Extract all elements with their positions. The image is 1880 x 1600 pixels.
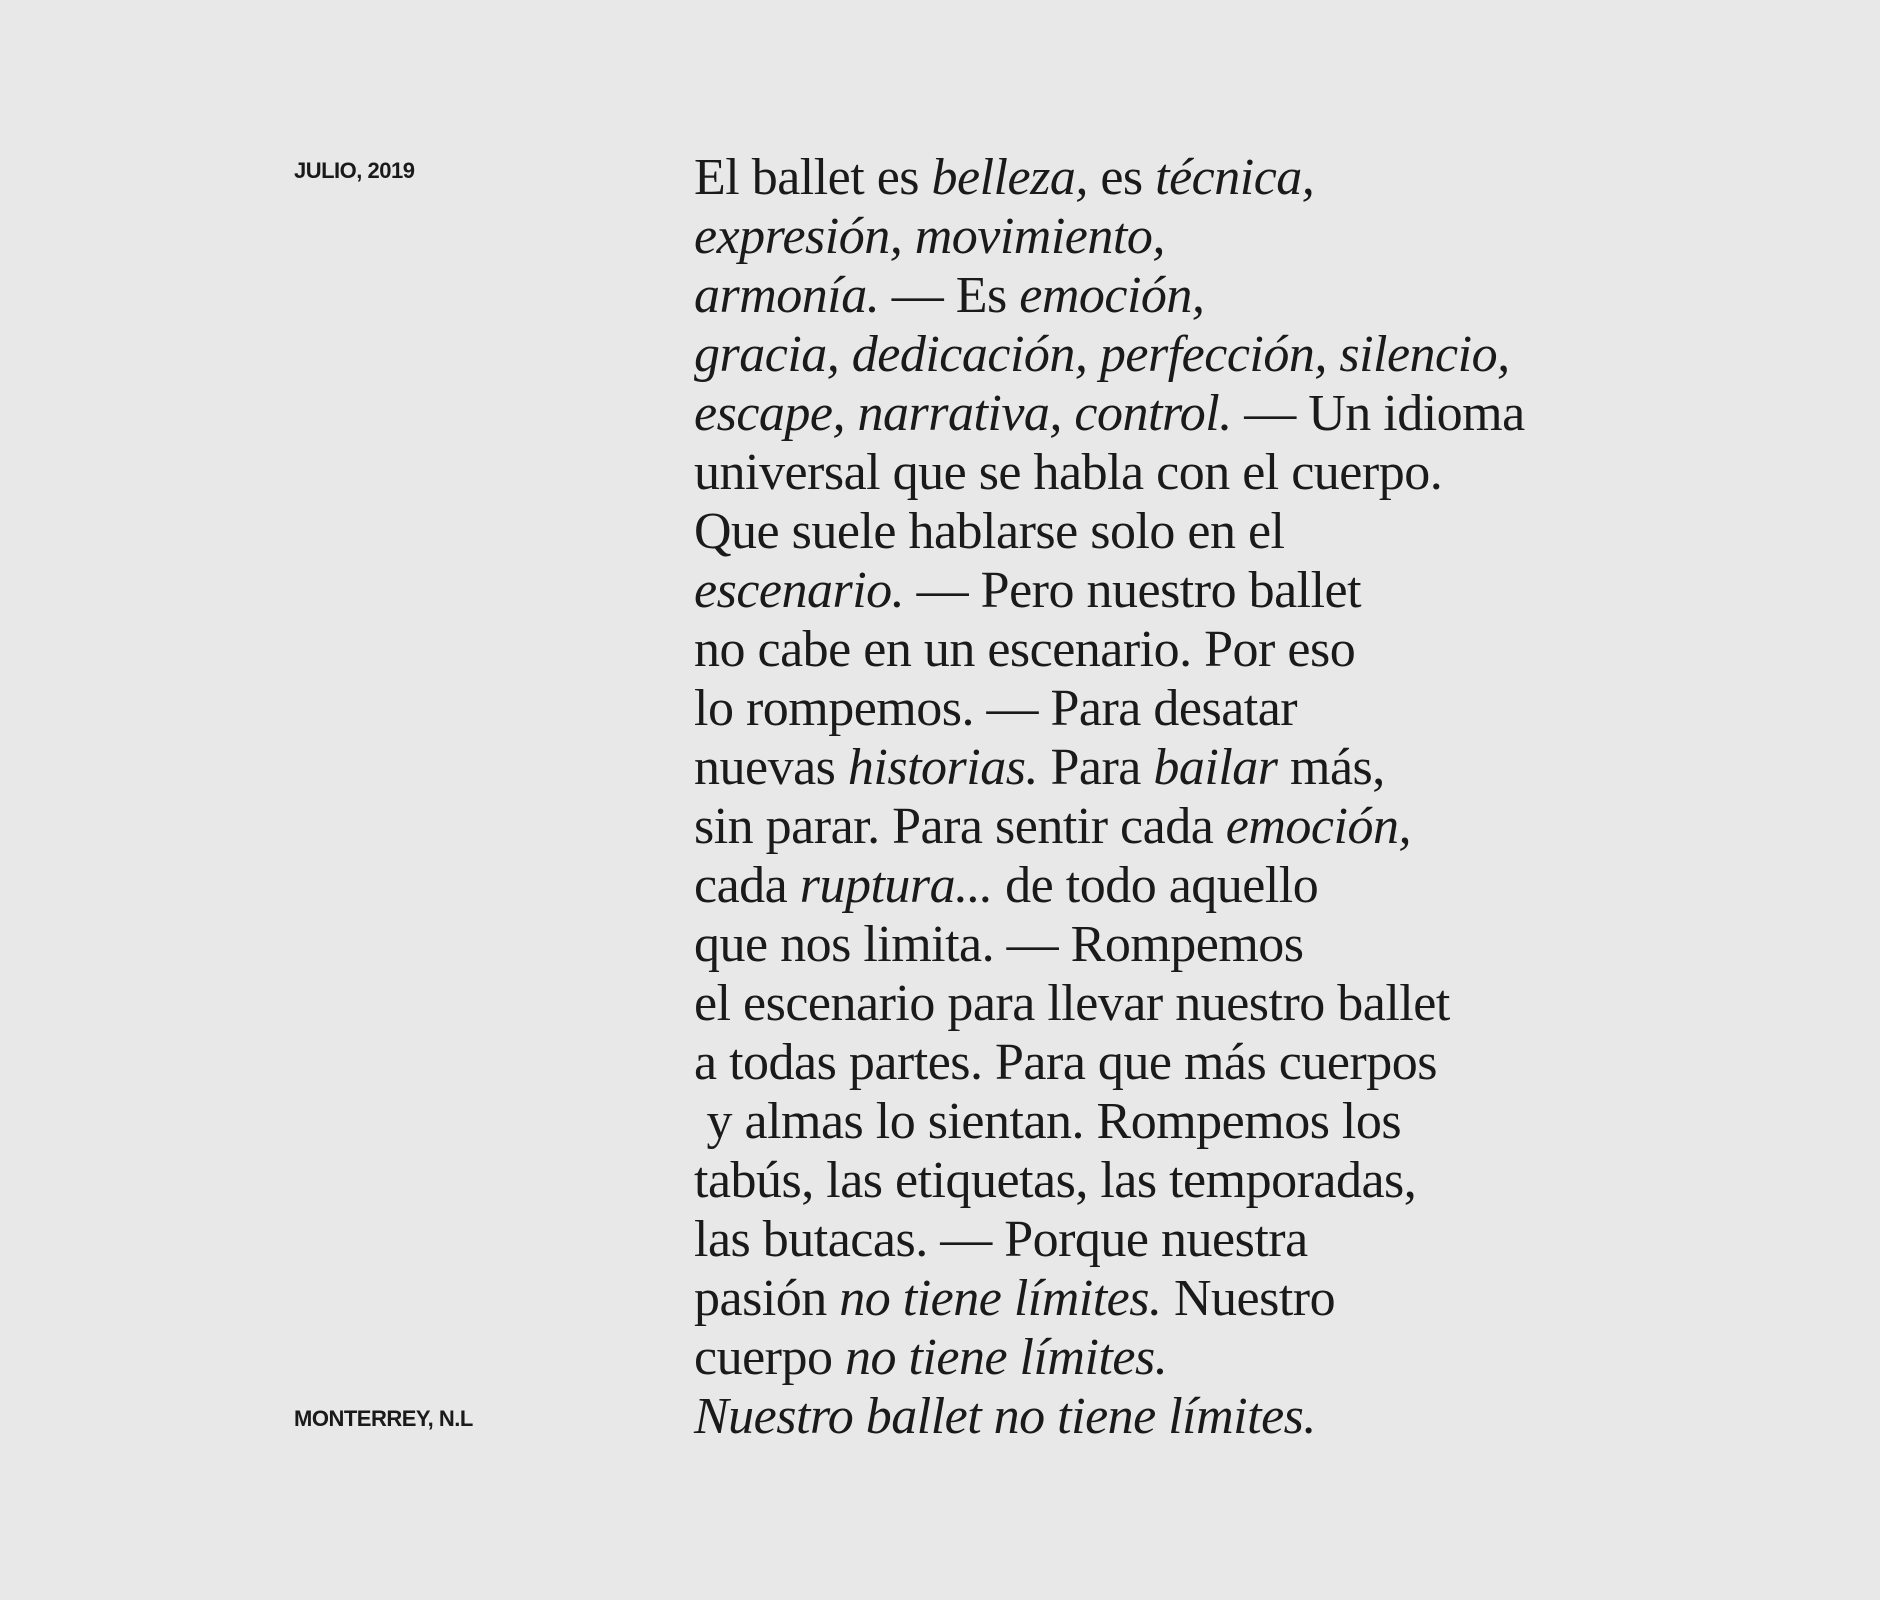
text-segment: — Es <box>879 267 1020 324</box>
text-segment: es <box>1087 149 1156 206</box>
location-label: MONTERREY, N.L <box>294 1406 473 1431</box>
text-segment: no cabe en un escenario. Por eso <box>694 621 1356 678</box>
italic-segment: historias. <box>847 739 1038 796</box>
text-segment: más, <box>1277 739 1385 796</box>
poem-line <box>694 1328 1694 1387</box>
text-segment: — Un idioma <box>1231 385 1525 442</box>
text-segment: — Pero nuestro ballet <box>904 562 1362 619</box>
text-segment: lo rompemos. — Para desatar <box>694 680 1298 737</box>
text-segment: Nuestro <box>1161 1270 1336 1327</box>
poem-line <box>694 974 1694 1033</box>
poem-line <box>694 1387 1694 1446</box>
poem-line <box>694 797 1694 856</box>
text-segment: de todo aquello <box>992 857 1319 914</box>
poem-line <box>694 856 1694 915</box>
italic-segment: Nuestro ballet no tiene límites. <box>694 1388 1316 1445</box>
poem-text <box>694 148 1694 1446</box>
poem-line <box>694 325 1694 384</box>
italic-segment: escape, narrativa, control. <box>694 385 1232 442</box>
italic-segment: bailar <box>1153 739 1278 796</box>
italic-segment: no tiene límites. <box>839 1270 1162 1327</box>
date-label: JULIO, 2019 <box>294 158 415 183</box>
italic-segment: emoción, <box>1225 798 1411 855</box>
italic-segment: belleza, <box>931 149 1088 206</box>
poem-line <box>694 207 1694 266</box>
text-segment: universal que se habla con el cuerpo. <box>694 444 1443 501</box>
poem-line <box>694 266 1694 325</box>
poem-line <box>694 148 1694 207</box>
poem-line <box>694 1210 1694 1269</box>
poem-line <box>694 915 1694 974</box>
text-segment: nuevas <box>694 739 848 796</box>
poem-line <box>694 1092 1694 1151</box>
poem-line <box>694 1151 1694 1210</box>
poem-line <box>694 679 1694 738</box>
italic-segment: gracia, dedicación, perfección, silencio, <box>694 326 1510 383</box>
poem-line <box>694 384 1694 443</box>
poem-line <box>694 738 1694 797</box>
poem-line <box>694 502 1694 561</box>
poem-line <box>694 620 1694 679</box>
italic-segment: ruptura... <box>799 857 993 914</box>
italic-segment: armonía. <box>694 267 880 324</box>
text-segment: que nos limita. — Rompemos <box>694 916 1304 973</box>
italic-segment: no tiene límites. <box>844 1329 1168 1386</box>
poem-line <box>694 443 1694 502</box>
text-segment: el escenario para llevar nuestro ballet <box>694 975 1450 1032</box>
text-segment: cada <box>694 857 800 914</box>
text-segment: pasión <box>694 1270 840 1327</box>
text-segment: sin parar. Para sentir cada <box>694 798 1226 855</box>
text-segment: y almas lo sientan. Rompemos los <box>694 1093 1402 1150</box>
poem-line <box>694 1269 1694 1328</box>
text-segment: tabús, las etiquetas, las temporadas, <box>694 1152 1417 1209</box>
italic-segment: expresión, movimiento, <box>694 208 1165 265</box>
poem-line <box>694 1033 1694 1092</box>
italic-segment: emoción, <box>1019 267 1205 324</box>
text-segment: Que suele hablarse solo en el <box>694 503 1285 560</box>
italic-segment: escenario. <box>694 562 905 619</box>
text-segment: El ballet es <box>694 149 932 206</box>
text-segment: Para <box>1037 739 1154 796</box>
poem-line <box>694 561 1694 620</box>
text-segment: a todas partes. Para que más cuerpos <box>694 1034 1437 1091</box>
text-segment: cuerpo <box>694 1329 845 1386</box>
text-segment: las butacas. — Porque nuestra <box>694 1211 1308 1268</box>
italic-segment: técnica, <box>1155 149 1315 206</box>
